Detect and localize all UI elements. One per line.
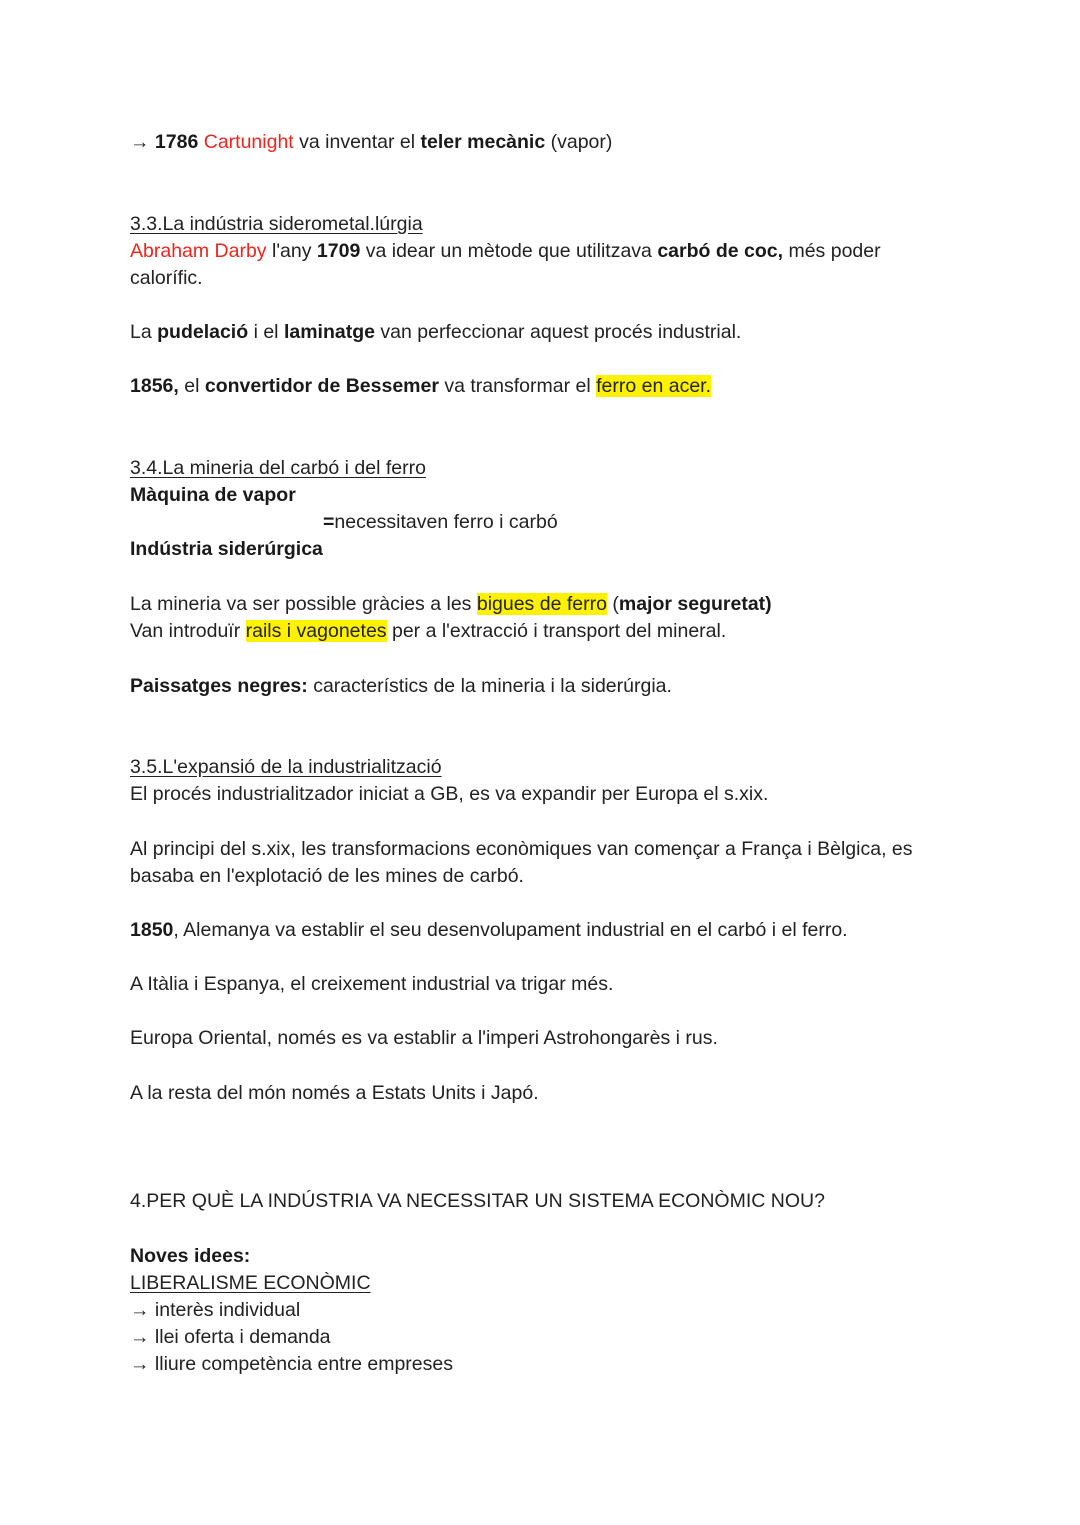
liberalism-heading: LIBERALISME ECONÒMIC	[130, 1272, 371, 1294]
section-heading-3-4: 3.4.La mineria del carbó i del ferro	[130, 457, 426, 479]
paragraph: A Itàlia i Espanya, el creixement industrial va trigar més.	[130, 973, 614, 995]
paragraph: 1850, Alemanya va establir el seu desenvolupament industrial en el carbó i el ferro.	[130, 919, 848, 941]
list-item: → lliure competència entre empreses	[130, 1353, 453, 1375]
inventor-name: Cartunight	[203, 131, 294, 153]
section-heading-4: 4.PER QUÈ LA INDÚSTRIA VA NECESSITAR UN SISTEMA ECONÒMIC NOU?	[130, 1190, 825, 1212]
paragraph: La pudelació i el laminatge van perfeccionar aquest procés industrial.	[130, 321, 742, 343]
highlight: ferro en acer.	[596, 375, 712, 397]
term: Màquina de vapor	[130, 484, 296, 506]
section-heading-3-3: 3.3.La indústria siderometal.lúrgia	[130, 213, 423, 235]
intro-line: → 1786 Cartunight va inventar el teler mecànic (vapor)	[130, 131, 613, 153]
term: Indústria siderúrgica	[130, 538, 323, 560]
invention: teler mecànic	[420, 131, 546, 153]
paragraph: Abraham Darby l'any 1709 va idear un mètode que utilitzava carbó de coc, més poder	[130, 240, 881, 262]
paragraph: 1856, el convertidor de Bessemer va transformar el ferro en acer.	[130, 375, 712, 397]
highlight: rails i vagonetes	[245, 620, 387, 642]
list-item: → llei oferta i demanda	[130, 1326, 331, 1348]
paragraph: Al principi del s.xix, les transformacions econòmiques van començar a França i Bèlgica, es	[130, 838, 913, 860]
equation-line: =necessitaven ferro i carbó	[323, 511, 558, 533]
year: 1786	[154, 131, 199, 153]
paragraph: Van introduïr rails i vagonetes per a l'extracció i transport del mineral.	[130, 620, 727, 642]
paragraph: Paissatges negres: característics de la mineria i la siderúrgia.	[130, 675, 672, 697]
paragraph: La mineria va ser possible gràcies a les bigues de ferro (major seguretat)	[130, 593, 772, 615]
paragraph: Europa Oriental, només es va establir a l'imperi Astrohongarès i rus.	[130, 1027, 718, 1049]
section-heading-3-5: 3.5.L'expansió de la industrialització	[130, 756, 442, 778]
paragraph: El procés industrialitzador iniciat a GB, es va expandir per Europa el s.xix.	[130, 783, 769, 805]
paragraph-continuation: basaba en l'explotació de les mines de carbó.	[130, 865, 524, 887]
subheading: Noves idees:	[130, 1245, 251, 1267]
paragraph: A la resta del món només a Estats Units i Japó.	[130, 1082, 539, 1104]
paragraph-continuation: calorífic.	[130, 267, 203, 289]
highlight: bigues de ferro	[476, 593, 607, 615]
person-name: Abraham Darby	[130, 240, 267, 262]
list-item: → interès individual	[130, 1299, 301, 1321]
arrow: →	[130, 131, 150, 153]
